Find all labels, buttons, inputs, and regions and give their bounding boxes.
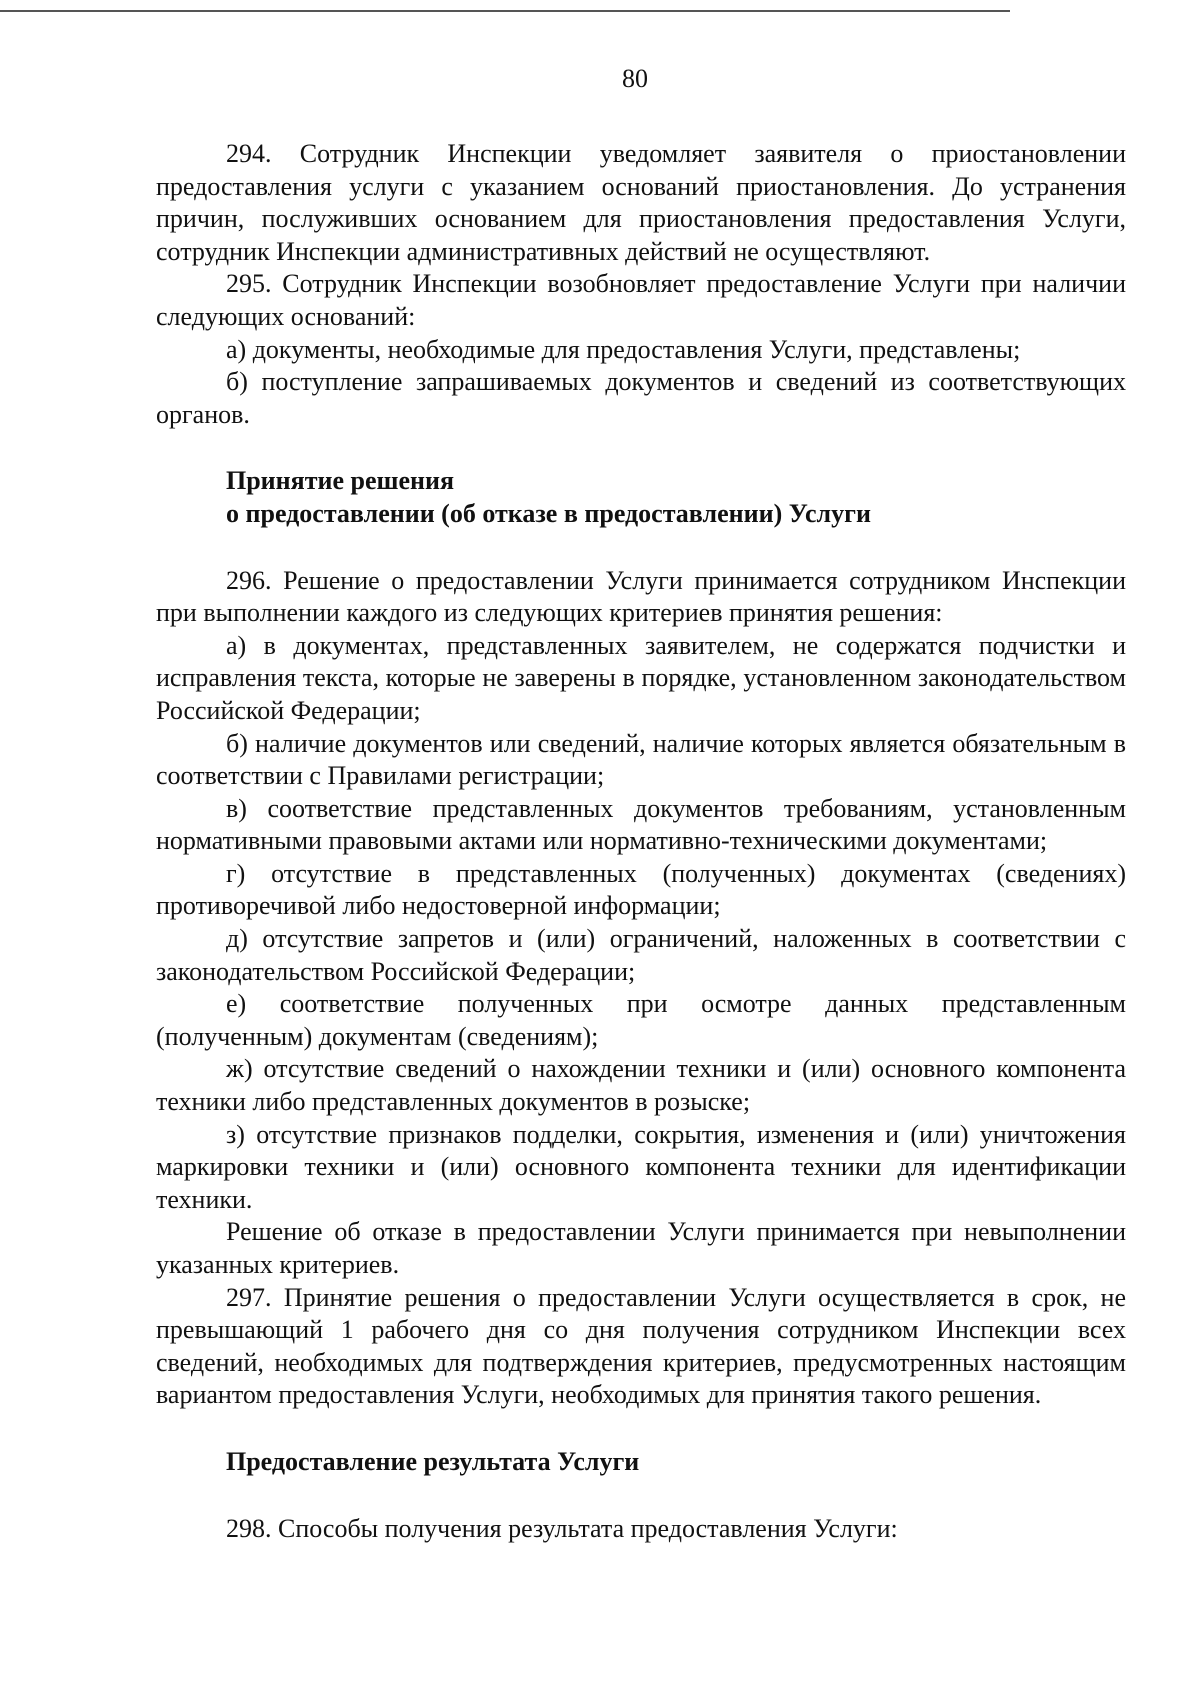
paragraph-295-b: б) поступление запрашиваемых документов и сведений из соответствующих органов. bbox=[156, 367, 1126, 429]
paragraph-296-b: б) наличие документов или сведений, наличие которых является обязательным в соответствии с Правилами регистрации; bbox=[156, 728, 1126, 791]
paragraph-295: 295. Сотрудник Инспекции возобновляет предоставление Услуги при наличии следующих оснований: bbox=[156, 269, 1126, 331]
document-body bbox=[156, 138, 1126, 1545]
paragraph-295-a: а) документы, необходимые для предоставления Услуги, представлены; bbox=[226, 334, 1021, 364]
paragraph-296-v: в) соответствие представленных документов требованиям, установленным нормативными правовыми актами или нормативно-техническими документами; bbox=[156, 793, 1126, 856]
paragraph-296-g: г) отсутствие в представленных (полученных) документах (сведениях) противоречивой либо недостоверной информации; bbox=[156, 858, 1126, 921]
section-heading-decision-line2: о предоставлении (об отказе в предоставлении) Услуги bbox=[226, 498, 871, 528]
paragraph-296-d: д) отсутствие запретов и (или) ограничений, наложенных в соответствии с законодательством Российской Федерации; bbox=[156, 924, 1126, 986]
paragraph-296-refusal: Решение об отказе в предоставлении Услуги принимается при невыполнении указанных критериев. bbox=[156, 1217, 1126, 1279]
paragraph-298: 298. Способы получения результата предоставления Услуги: bbox=[226, 1513, 898, 1543]
section-heading-result: Предоставление результата Услуги bbox=[226, 1446, 640, 1476]
paragraph-296-a: а) в документах, представленных заявителем, не содержатся подчистки и исправления текста, которые не заверены в порядке, установленном законодательством Российской Федерации; bbox=[156, 630, 1126, 725]
page-number: 80 bbox=[622, 64, 648, 93]
paragraph-297: 297. Принятие решения о предоставлении Услуги осуществляется в срок, не превышающий 1 рабочего дня со дня получения сотрудником Инспекции всех сведений, необходимых для подтверждения критериев, предусмотренных настоящим вариантом предоставления Услуги, необходимых для принятия такого решения. bbox=[156, 1282, 1126, 1410]
paragraph-296-e: е) соответствие полученных при осмотре данных представленным (полученным) документам (сведениям); bbox=[156, 989, 1126, 1051]
paragraph-296-z: з) отсутствие признаков подделки, сокрытия, изменения и (или) уничтожения маркировки техники и (или) основного компонента техники для идентификации техники. bbox=[156, 1119, 1126, 1214]
paragraph-294: 294. Сотрудник Инспекции уведомляет заявителя о приостановлении предоставления услуги с указанием оснований приостановления. До устранения причин, послуживших основанием для приостановления предоставления Услуги, сотрудник Инспекции административных действий не осуществляют. bbox=[156, 139, 1126, 266]
paragraph-296-zh: ж) отсутствие сведений о нахождении техники и (или) основного компонента техники либо представленных документов в розыске; bbox=[156, 1054, 1126, 1117]
top-rule bbox=[0, 10, 1010, 12]
section-heading-decision-line1: Принятие решения bbox=[226, 466, 455, 496]
paragraph-296: 296. Решение о предоставлении Услуги принимается сотрудником Инспекции при выполнении каждого из следующих критериев принятия решения: bbox=[156, 565, 1126, 628]
